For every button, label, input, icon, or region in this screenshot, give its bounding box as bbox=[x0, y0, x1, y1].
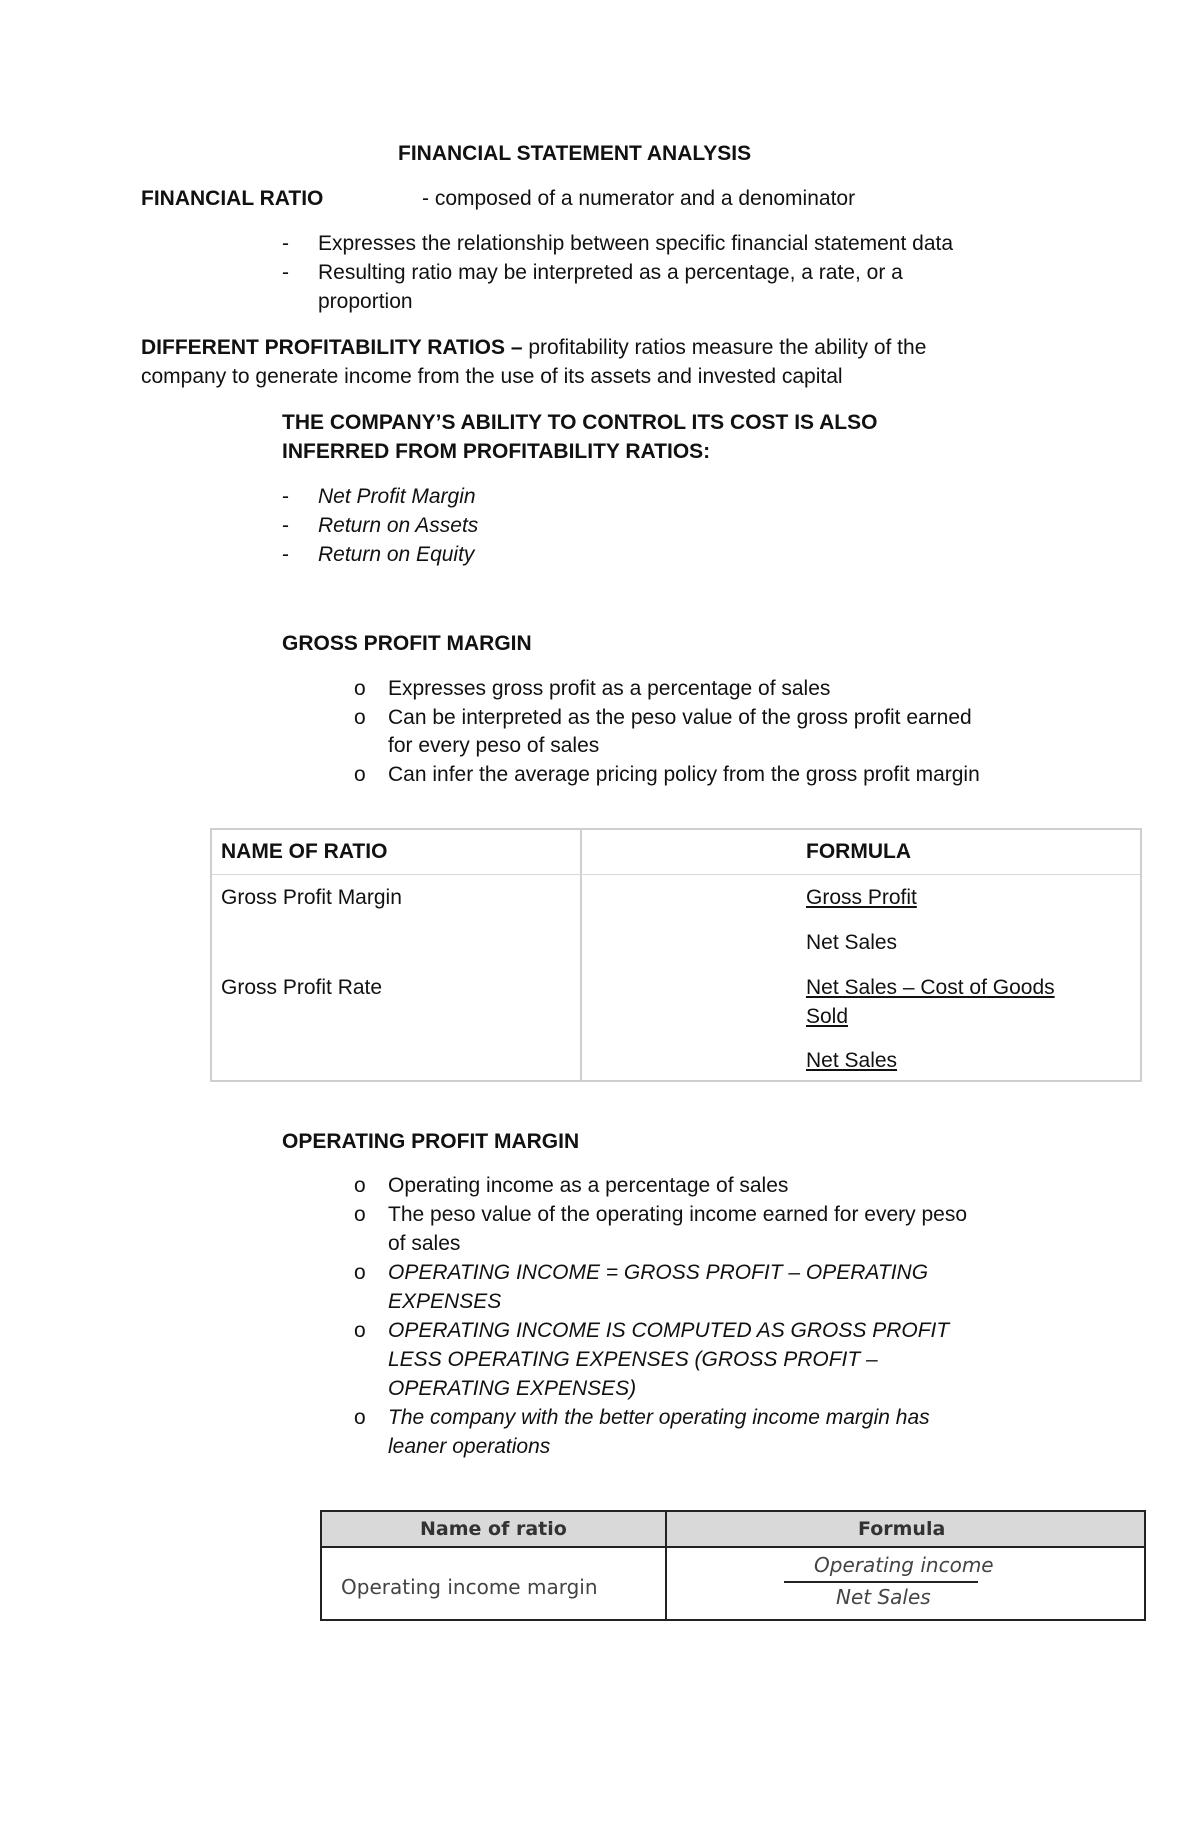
list-marker: - bbox=[282, 261, 289, 284]
formula-denominator: Net Sales bbox=[806, 1049, 898, 1072]
list-marker: - bbox=[282, 514, 289, 537]
list-marker: o bbox=[354, 1261, 366, 1284]
list-marker: o bbox=[354, 763, 366, 786]
list-item-continuation: of sales bbox=[388, 1232, 461, 1255]
fraction-bar bbox=[784, 1581, 978, 1583]
list-item: OPERATING INCOME IS COMPUTED AS GROSS PROFIT bbox=[388, 1319, 950, 1342]
table-cell-name: Gross Profit Margin bbox=[221, 886, 402, 909]
financial-ratio-definition: - composed of a numerator and a denominator bbox=[422, 187, 856, 210]
formula-numerator: Net Sales – Cost of Goods bbox=[806, 976, 1055, 999]
profitability-intro-text: profitability ratios measure the ability of the bbox=[522, 336, 927, 359]
table-cell-name: Operating income margin bbox=[341, 1575, 598, 1599]
gross-profit-margin-heading: GROSS PROFIT MARGIN bbox=[282, 632, 532, 655]
table-header-formula: Formula bbox=[858, 1518, 946, 1540]
list-item: Can infer the average pricing policy from the gross profit margin bbox=[388, 763, 980, 786]
control-heading: THE COMPANY’S ABILITY TO CONTROL ITS COST IS ALSO bbox=[282, 411, 878, 434]
table-header-name: Name of ratio bbox=[420, 1518, 567, 1540]
list-item: The company with the better operating income margin has bbox=[388, 1406, 930, 1429]
list-item: The peso value of the operating income earned for every peso bbox=[388, 1203, 968, 1226]
formula-numerator: Operating income bbox=[814, 1553, 994, 1577]
list-item-continuation: for every peso of sales bbox=[388, 734, 600, 757]
list-marker: o bbox=[354, 1203, 366, 1226]
list-item-continuation: LESS OPERATING EXPENSES (GROSS PROFIT – bbox=[388, 1348, 878, 1371]
formula-denominator: Net Sales bbox=[836, 1585, 931, 1609]
list-marker: o bbox=[354, 1174, 366, 1197]
list-marker: - bbox=[282, 543, 289, 566]
list-item-continuation: OPERATING EXPENSES) bbox=[388, 1377, 637, 1400]
list-marker: o bbox=[354, 1319, 366, 1342]
page-title: FINANCIAL STATEMENT ANALYSIS bbox=[398, 142, 752, 165]
list-marker: - bbox=[282, 485, 289, 508]
list-marker: o bbox=[354, 706, 366, 729]
table-divider bbox=[212, 874, 1140, 875]
table-cell-name: Gross Profit Rate bbox=[221, 976, 383, 999]
table-divider bbox=[665, 1512, 667, 1619]
list-item-continuation: EXPENSES bbox=[388, 1290, 502, 1313]
operating-income-table bbox=[320, 1510, 1146, 1621]
list-marker: o bbox=[354, 677, 366, 700]
formula-denominator: Net Sales bbox=[806, 931, 898, 954]
financial-ratio-label: FINANCIAL RATIO bbox=[141, 187, 324, 210]
profitability-intro-line2: company to generate income from the use of its assets and invested capital bbox=[141, 365, 843, 388]
formula-numerator-line2: Sold bbox=[806, 1005, 849, 1028]
table-divider bbox=[580, 830, 582, 1080]
operating-profit-margin-heading: OPERATING PROFIT MARGIN bbox=[282, 1130, 580, 1153]
list-item-continuation: leaner operations bbox=[388, 1435, 551, 1458]
list-item: Return on Assets bbox=[318, 514, 479, 537]
gross-profit-table bbox=[210, 828, 1142, 1082]
profitability-intro bbox=[141, 333, 926, 362]
list-item-continuation: proportion bbox=[318, 290, 413, 313]
list-item: Resulting ratio may be interpreted as a percentage, a rate, or a bbox=[318, 261, 903, 284]
list-item: Net Profit Margin bbox=[318, 485, 476, 508]
list-marker: - bbox=[282, 232, 289, 255]
list-item: Return on Equity bbox=[318, 543, 475, 566]
list-item: Can be interpreted as the peso value of the gross profit earned bbox=[388, 706, 972, 729]
list-item: OPERATING INCOME = GROSS PROFIT – OPERATING bbox=[388, 1261, 929, 1284]
table-header-name: NAME OF RATIO bbox=[221, 840, 388, 863]
table-header-formula: FORMULA bbox=[806, 840, 911, 863]
list-item: Expresses gross profit as a percentage of sales bbox=[388, 677, 831, 700]
list-item: Expresses the relationship between specific financial statement data bbox=[318, 232, 954, 255]
list-item: Operating income as a percentage of sales bbox=[388, 1174, 789, 1197]
profitability-heading: DIFFERENT PROFITABILITY RATIOS – bbox=[141, 336, 523, 359]
formula-numerator: Gross Profit bbox=[806, 886, 917, 909]
control-heading-line2: INFERRED FROM PROFITABILITY RATIOS: bbox=[282, 440, 711, 463]
list-marker: o bbox=[354, 1406, 366, 1429]
